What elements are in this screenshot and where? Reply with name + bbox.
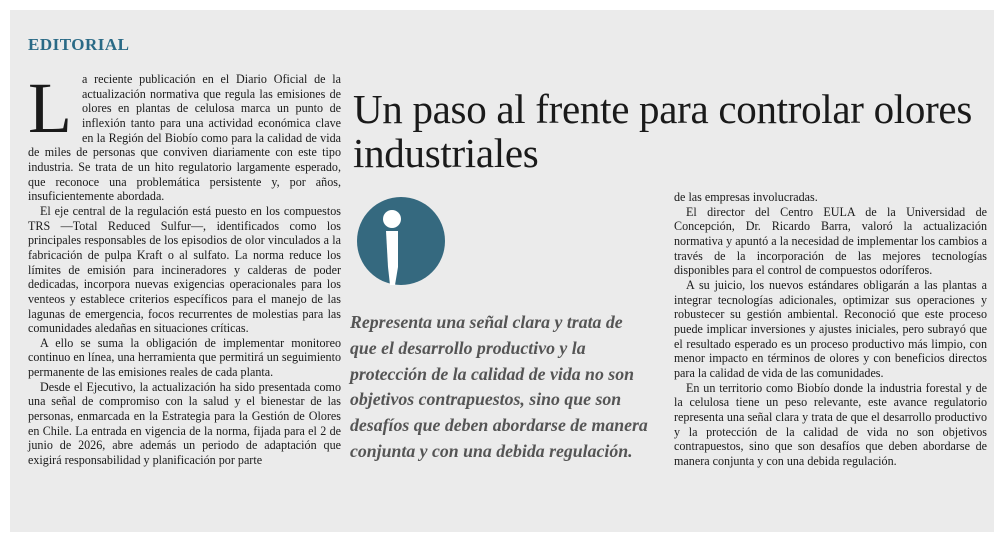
dropcap: L [28,68,72,148]
paragraph: El eje central de la regulación está puesto en los compuestos TRS —Total Reduced Sulfur—, identificados como los principales responsables de los episodios de olor vinculados a la fabricación de pulpa Kraft o al sulfato. La norma reduce los límites de emisión para incineradores y calderas de poder dedicadas, incorpora nuevas exigencias operacionales para los venteos y establece criterios específicos para el manejo de las lagunas de emergencia, focos recurrentes de molestias para las comunidades aledañas en situaciones críticas. [28,203,341,336]
body-column-right [674,190,987,468]
paragraph: En un territorio como Biobío donde la industria forestal y de la celulosa tiene un peso relevante, este avance regulatorio representa una señal clara y trata de que el desarrollo productivo y la protección de la calidad de vida no son objetivos contrapuestos, sino que son desafíos que deben abordarse de manera conjunta y con una debida regulación. [674,380,987,468]
paragraph: A ello se suma la obligación de implementar monitoreo continuo en línea, una herramienta que permitirá un seguimiento permanente de las emisiones reales de cada planta. [28,335,341,380]
paragraph: A su juicio, los nuevos estándares obligarán a las plantas a integrar tecnologías adicionales, optimizar sus operaciones y robustecer su gestión ambiental. Reconoció que este proceso puede implicar inversiones y ajustes iniciales, pero subrayó que el resultado esperado es un proceso productivo más limpio, con menor impacto en términos de olores y con beneficios directos para la calidad de vida de las comunidades. [674,277,987,380]
paragraph: Desde el Ejecutivo, la actualización ha sido presentada como una señal de compromiso con la salud y el bienestar de las personas, enmarcada en la Estrategia para la Gestión de Olores en Chile. La entrada en vigencia de la norma, fijada para el 2 de junio de 2026, abre además un periodo de adaptación que exigirá responsabilidad y planificación por parte [28,379,341,468]
body-column-left [28,68,341,468]
editorial-info-logo-icon [357,197,445,285]
paragraph: El director del Centro EULA de la Universidad de Concepción, Dr. Ricardo Barra, valoró la actualización normativa y apuntó a la necesidad de implementar los cambios a través de la incorporación de las mejores tecnologías disponibles para el control de compuestos odoríferos. [674,204,987,278]
paragraph: a reciente publicación en el Diario Oficial de la actualización normativa que regula las emisiones de olores en plantas de celulosa marca un punto de inflexión tanto para una actividad económica clave en la Región del Biobío como para la calidad de vida de miles de personas que conviven diariamente con este tipo industria. Se trata de un hito regulatorio largamente esperado, que reconoce una problemática persistente y, por años, insuficientemente abordada. [28,72,341,204]
headline: Un paso al frente para controlar olores industriales [353,86,972,176]
editorial-page [10,10,994,532]
paragraph: de las empresas involucradas. [674,190,818,204]
pull-quote: Representa una señal clara y trata de que el desarrollo productivo y la protección de la calidad de vida no son objetivos contrapuestos, sino que son desafíos que deben abordarse de manera conjunta y con una debida regulación. [350,312,648,461]
section-label: EDITORIAL [28,35,130,54]
